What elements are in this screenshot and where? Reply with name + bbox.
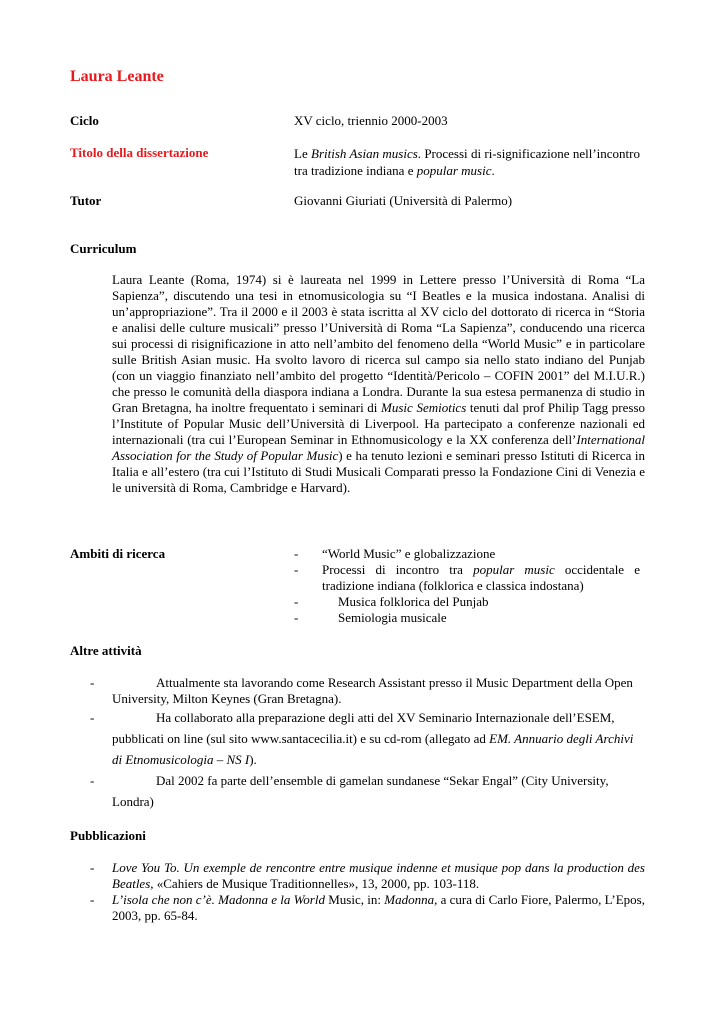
page-title: Laura Leante xyxy=(70,68,164,85)
bullet-dash: - xyxy=(294,610,299,625)
pubblicazioni-heading: Pubblicazioni xyxy=(70,828,146,843)
titolo-text-5: . xyxy=(491,163,495,178)
ambiti-item-2b: popular music xyxy=(473,562,555,577)
pub-2-book: Madonna xyxy=(384,892,435,907)
titolo-text-1: Le xyxy=(294,146,312,161)
bullet-dash: - xyxy=(90,892,95,907)
pub-1-title: Love You To. Un exemple de rencontre entre musique indenne et musique pop dans la production des Beatles xyxy=(112,860,645,891)
list-item xyxy=(294,594,640,610)
list-item xyxy=(294,546,640,562)
pub-2-text: Music, in: xyxy=(324,892,385,907)
titolo-text-4: popular music xyxy=(416,163,492,178)
curriculum-part-1: Laura Leante (Roma, 1974) si è laureata nel 1999 in Lettere presso l’Università di Roma “La Sapienza”, discutendo una tesi in etnomusicologia su “I Beatles e la musica indostana. Analisi di un’appropriazione”. Tra il 2000 e il 2003 è stata iscritta al XV ciclo del dottorato di ricerca in “Storia e analisi delle culture musicali” presso l’Università di Roma “La Sapienza”, conducendo una ricerca sui processi di risignificazione in atto nell’ambito del fenomeno della “World Music” e in particolare sulle British Asian music. Ha svolto lavoro di ricerca sul campo sia nello stato indiano del Punjab (con un viaggio finanziato nell’ambito del progetto “Identità/Pericolo – COFIN 2001” del M.I.U.R.) che presso le comunità della diaspora indiana a Londra. Durante la sua estesa permanenza di studio in Gran Bretagna, ha inoltre frequentato i seminari di xyxy=(112,272,645,415)
titolo-value xyxy=(294,145,640,179)
curriculum-text xyxy=(112,272,645,496)
list-item xyxy=(294,610,640,626)
titolo-text-2: British Asian musics xyxy=(311,146,418,161)
tutor-value: Giovanni Giuriati (Università di Palermo) xyxy=(294,193,513,208)
ambiti-heading: Ambiti di ricerca xyxy=(70,546,166,561)
curriculum-heading: Curriculum xyxy=(70,241,137,256)
altre-item-2a: Ha collaborato alla preparazione degli atti del XV Seminario Internazionale dell’ESEM, pubblicati on line (sul sito www.santacecilia.it) e su cd-rom (allegato ad xyxy=(112,710,615,746)
pub-1-rest: , «Cahiers de Musique Traditionnelles», 13, 2000, pp. 103-118. xyxy=(150,876,480,891)
bullet-dash: - xyxy=(90,773,95,788)
ambiti-item-4: Semiologia musicale xyxy=(338,610,447,625)
altre-item-3: Dal 2002 fa parte dell’ensemble di gamelan sundanese “Sekar Engal” (City University, Londra) xyxy=(112,773,609,809)
pubblicazioni-list xyxy=(86,860,645,924)
curriculum-part-2: Music Semiotics xyxy=(381,400,467,415)
titolo-text-3: . Processi di ri-significazione nell’incontro tra tradizione indiana e xyxy=(294,146,640,178)
altre-item-2c: ). xyxy=(249,752,257,767)
titolo-label: Titolo della dissertazione xyxy=(70,145,209,160)
bullet-dash: - xyxy=(294,594,299,609)
altre-list xyxy=(86,675,645,812)
list-item xyxy=(86,675,645,707)
pub-2-title: L’isola che non c’è. Madonna e la World xyxy=(112,892,325,907)
curriculum-part-3: tenuti dal prof Philip Tagg presso l’Institute of Popular Music dell’Università di Liverpool. Ha partecipato a conferenze nazionali ed internazionali (tra cui l’European Seminar in Ethnomusicology e la XX conferenza dell’ xyxy=(112,400,646,447)
tutor-label: Tutor xyxy=(70,193,102,208)
altre-item-1: Attualmente sta lavorando come Research Assistant presso il Music Department della Open University, Milton Keynes (Gran Bretagna). xyxy=(112,675,633,706)
bullet-dash: - xyxy=(90,675,95,690)
ambiti-item-3: Musica folklorica del Punjab xyxy=(338,594,489,609)
ciclo-label: Ciclo xyxy=(70,113,99,128)
list-item xyxy=(86,707,645,770)
bullet-dash: - xyxy=(294,562,299,577)
bullet-dash: - xyxy=(294,546,299,561)
curriculum-part-5: ) e ha tenuto lezioni e seminari presso Istituti di Ricerca in Italia e all’estero (tra cui l’Istituto di Studi Musicali Comparati presso la Fondazione Cini di Venezia e le università di Roma, Cambridge e Harvard). xyxy=(112,448,646,495)
altre-item-2b: EM. Annuario degli Archivi di Etnomusicologia – NS I xyxy=(112,731,634,767)
ambiti-list xyxy=(294,546,640,626)
list-item xyxy=(294,562,640,594)
curriculum-part-4: International Association for the Study of Popular Music xyxy=(112,432,645,463)
bullet-dash: - xyxy=(90,860,95,875)
ambiti-item-1: “World Music” e globalizzazione xyxy=(322,546,496,561)
pub-2-rest: , a cura di Carlo Fiore, Palermo, L’Epos, 2003, pp. 65-84. xyxy=(112,892,645,923)
bullet-dash: - xyxy=(90,710,95,725)
ciclo-value: XV ciclo, triennio 2000-2003 xyxy=(294,113,448,128)
ambiti-item-2a: Processi di incontro tra xyxy=(322,562,474,577)
list-item xyxy=(86,770,645,812)
list-item xyxy=(86,860,645,892)
list-item xyxy=(86,892,645,924)
altre-heading: Altre attività xyxy=(70,643,142,658)
ambiti-item-2c: occidentale e tradizione indiana (folklorica e classica indostana) xyxy=(322,562,640,593)
